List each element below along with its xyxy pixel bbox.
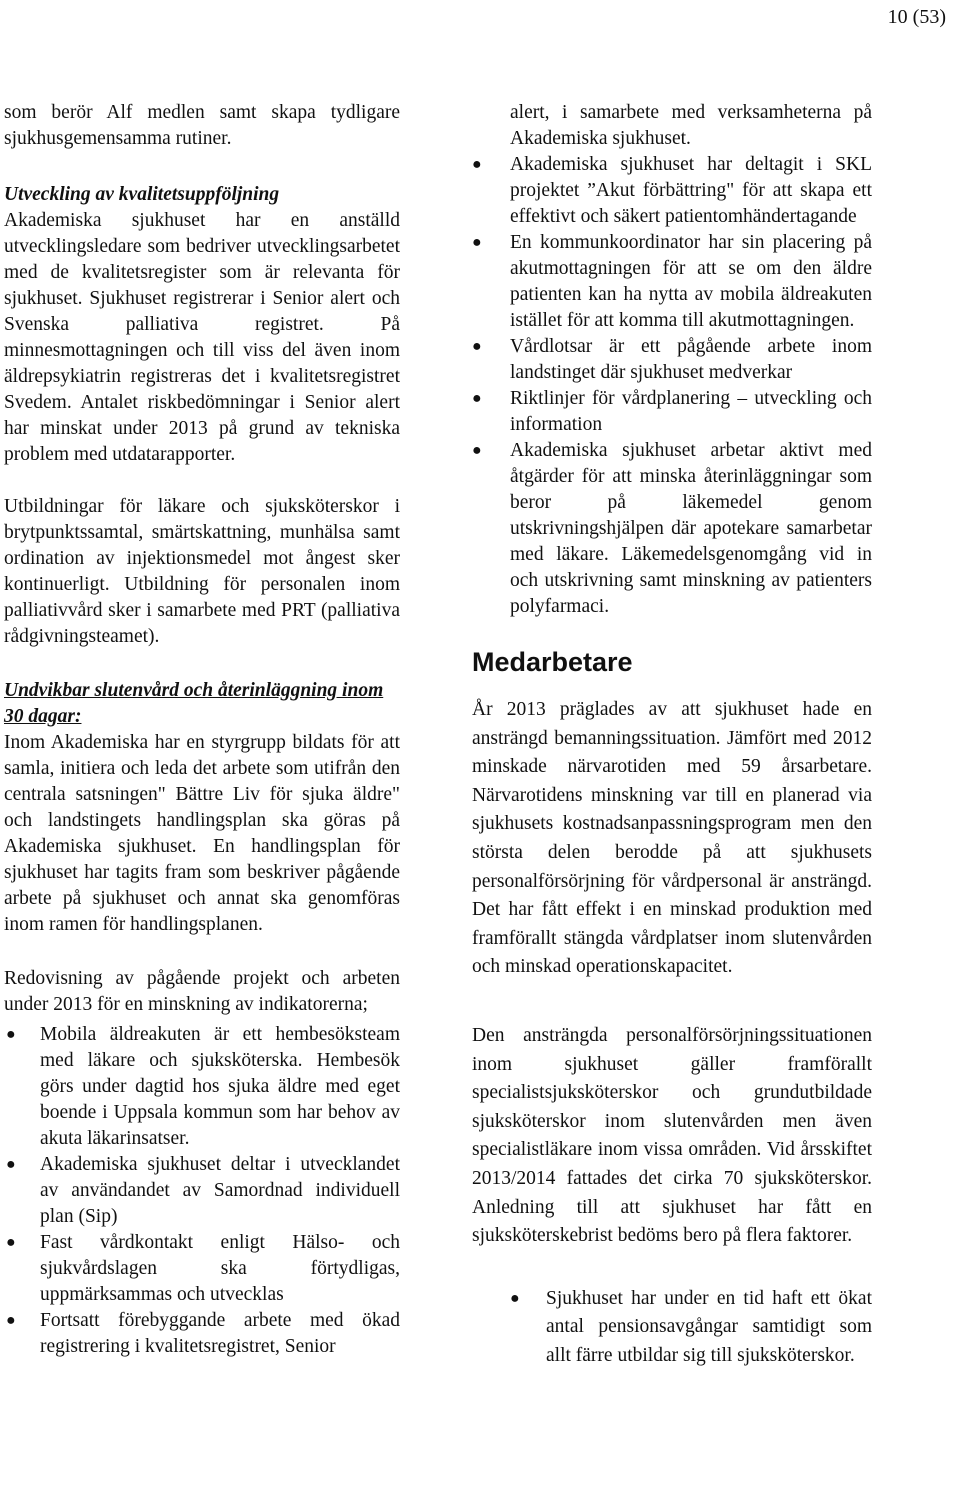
list-item: ● Mobila äldreakuten är ett hembesöksteam med läkare och sjuksköterska. Hembesök görs under dagtid hos sjuka äldre med eget boende i Uppsala kommun som har behov av akuta läkarinsatser. [6,1024,400,1149]
paragraph: Akademiska sjukhuset har en anställd utvecklingsledare som bedriver utvecklingsarbetet med de kvalitetsregister som är relevanta för sjukhuset. Sjukhuset registrerar i Senior alert och Svenska palliativa registret. På minnesmottagningen och till viss del även inom äldrepsykiatrin registreras det i kvalitetsregistret Svedem. Antalet riskbedömningar i Senior alert har minskat under 2013 på grund av tekniska problem med utdatarapporter. [4,210,400,465]
bullet-icon: ● [510,1289,520,1307]
bullet-icon: ● [6,1156,16,1173]
section-heading: Undvikbar slutenvård och återinläggning inom 30 dagar: [4,680,384,727]
bullet-icon: ● [472,338,482,355]
bullet-list [472,1285,872,1371]
bullet-icon: ● [472,156,482,173]
section-heading: Utveckling av kvalitetsuppföljning [4,184,280,205]
list-item: ● Fortsatt förebyggande arbete med ökad registrering i kvalitetsregistret, Senior [6,1310,400,1357]
bullet-icon: ● [6,1026,16,1043]
bullet-list [4,1022,400,1360]
section-heading: Medarbetare [472,647,633,677]
bullet-icon: ● [472,442,482,459]
paragraph: Den ansträngda personalförsörjningssituationen inom sjukhuset gäller framförallt specialistsjuksköterskor och grundutbildade sjuksköterskor inom slutenvården men även specialistläkare inom vissa områden. Vid årsskiftet 2013/2014 fattades det cirka 70 sjuksköterskor. Anledning till att sjukhuset har fått en sjuksköterskebrist bedöms bero på flera faktorer. [472,1024,872,1247]
list-item: ● Akademiska sjukhuset har deltagit i SKL projektet ”Akut förbättring" för att skapa ett effektivt och säkert patientomhändertagande [472,154,872,227]
paragraph: Utbildningar för läkare och sjuksköterskor i brytpunktssamtal, smärtskattning, munhälsa samt ordination av injektionsmedel mot ångest sker kontinuerligt. Utbildning för personalen inom palliativvård sker i samarbete med PRT (palliativa rådgivningsteamet). [4,496,400,647]
left-column [4,100,400,1386]
bullet-list [472,152,872,620]
bullet-icon: ● [6,1312,16,1329]
list-item: ● Akademiska sjukhuset deltar i utvecklandet av användandet av Samordnad individuell plan (Sip) [6,1154,400,1227]
bullet-icon: ● [472,390,482,407]
bullet-icon: ● [472,234,482,251]
list-item: ● Fast vårdkontakt enligt Hälso- och sjukvårdslagen ska förtydligas, uppmärksammas och utvecklas [6,1232,400,1305]
list-item: ● Akademiska sjukhuset arbetar aktivt med åtgärder för att minska återinläggningar som beror på läkemedel genom utskrivningshjälpen där apotekare samarbetar med läkare. Läkemedelsgenomgång vid in och utskrivning samt minskning av patienters polyfarmaci. [472,440,872,617]
list-item: ● Riktlinjer för vårdplanering – utveckling och information [472,388,872,435]
paragraph: Redovisning av pågående projekt och arbeten under 2013 för en minskning av indikatorerna; [4,968,400,1015]
paragraph: År 2013 präglades av att sjukhuset hade en ansträngd bemanningssituation. Jämfört med 2012 minskade närvarotiden med 59 årsarbetare. Närvarotidens minskning var till en planerad via sjukhusets kostnadsanpassningsprogram men den största delen berodde på att sjukhusets personalförsörjning för vårdpersonal är ansträngd. Det har fått effekt i en minskad produktion med framförallt stängda vårdplatser inom slutenvården och minskad operationskapacitet. [472,699,872,978]
list-item: ● Sjukhuset har under en tid haft ett ökat antal pensionsavgångar samtidigt som allt färre utbildar sig till sjuksköterskor. [472,1285,872,1371]
paragraph: som berör Alf medlen samt skapa tydligare sjukhusgemensamma rutiner. [4,102,400,149]
page-number: 10 (53) [887,6,946,28]
right-column [472,100,872,1396]
paragraph: Inom Akademiska har en styrgrupp bildats för att samla, initiera och leda det arbete som utifrån den centrala satsningen" Bättre Liv för sjuka äldre" och landstingets handlingsplan ska göras på Akademiska sjukhuset. En handlingsplan för sjukhuset har tagits fram som beskriver pågående arbete på sjukhuset och annat ska genomföras inom ramen för handlingsplanen. [4,732,400,935]
list-item: ● En kommunkoordinator har sin placering på akutmottagningen för att se om den äldre patienten kan ha nytta av mobila äldreakuten istället för att komma till akutmottagningen. [472,232,872,331]
paragraph: alert, i samarbete med verksamheterna på Akademiska sjukhuset. [510,102,872,149]
bullet-icon: ● [6,1234,16,1251]
list-item: ● Vårdlotsar är ett pågående arbete inom landstinget där sjukhuset medverkar [472,336,872,383]
